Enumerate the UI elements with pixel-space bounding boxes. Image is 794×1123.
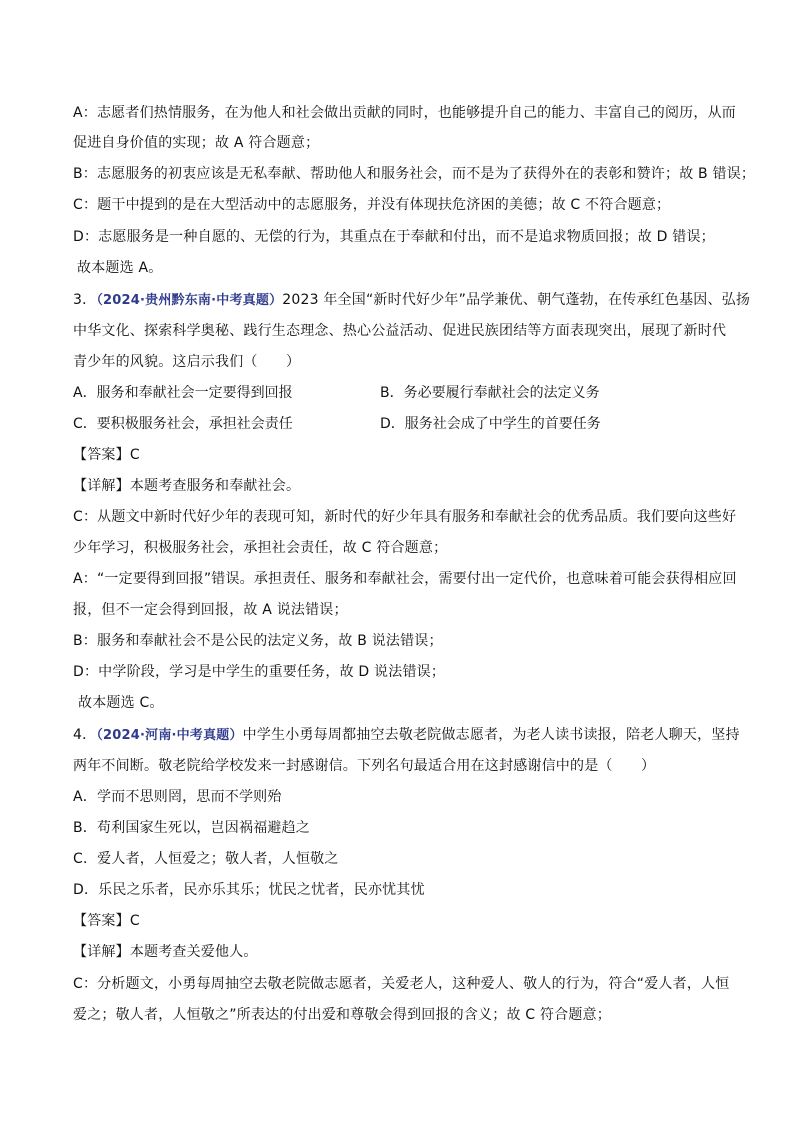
question-3-conclusion: 故本题选 C。: [78, 695, 164, 711]
question-4-option-a: A．学而不思则罔，思而不学则殆: [73, 789, 282, 805]
detail-label: 【详解】: [73, 944, 130, 960]
question-4-source: （2024·河南·中考真题）: [96, 728, 243, 743]
answer-label: 【答案】: [73, 913, 130, 929]
explanation-line-c: C：题干中提到的是在大型活动中的志愿服务，并没有体现扶危济困的美德；故 C 不符合题意；: [73, 197, 671, 213]
question-4-option-b: B．苟利国家生死以，岂因祸福避趋之: [73, 820, 311, 836]
question-4-stem-line-2: 两年不间断。敬老院给学校发来一封感谢信。下列名句最适合用在这封感谢信中的是（ ）: [73, 758, 656, 774]
answer-value: C: [129, 913, 140, 929]
conclusion-line: 故本题选 A。: [77, 260, 163, 276]
question-3-stem-line-2: 中华文化、探索科学奥秘、践行生态理念、热心公益活动、促进民族团结等方面表现突出，展现了新时代: [73, 323, 727, 339]
question-3-stem-line-1: [73, 290, 750, 311]
question-3-number: 3．: [73, 292, 97, 308]
question-3-explanation-line: 报，但不一定会得到回报，故 A 说法错误；: [73, 602, 348, 618]
question-3-explanation-line: 少年学习，积极服务社会，承担社会责任，故 C 符合题意；: [73, 540, 448, 556]
question-3-explanation-line: A：“一定要得到回报”错误。承担责任、服务和奉献社会，需要付出一定代价，也意味着可能会获得相应回: [73, 571, 737, 587]
explanation-line-a: A：志愿者们热情服务，在为他人和社会做出贡献的同时，也能够提升自己的能力、丰富自己的阅历，从而: [73, 105, 736, 121]
question-3-option-b: B．务必要履行奉献社会的法定义务: [380, 385, 600, 401]
answer-value: C: [129, 447, 140, 463]
question-4-stem-text: 中学生小勇每周都抽空去敬老院做志愿者，为老人读书读报，陪老人聊天，坚持: [242, 727, 740, 743]
explanation-line-d: D：志愿服务是一种自愿的、无偿的行为，其重点在于奉献和付出，而不是追求物质回报；故 D 错误；: [73, 229, 715, 245]
explanation-line-b: B：志愿服务的初衷应该是无私奉献、帮助他人和服务社会，而不是为了获得外在的表彰和赞许；故 B 错误；: [73, 166, 756, 182]
question-3-explanation-line: D：中学阶段，学习是中学生的重要任务，故 D 说法错误；: [73, 664, 446, 680]
question-3-explanation-line: C：从题文中新时代好少年的表现可知，新时代的好少年具有服务和奉献社会的优秀品质。我们要向这些好: [73, 509, 737, 525]
question-4-number: 4．: [73, 727, 97, 743]
question-4-option-d: D．乐民之乐者，民亦乐其乐；忧民之忧者，民亦忧其忧: [73, 882, 425, 898]
question-3-option-c: C．要积极服务社会，承担社会责任: [73, 416, 293, 432]
answer-label: 【答案】: [73, 447, 130, 463]
question-3-answer: [73, 445, 140, 465]
question-3-detail: [73, 476, 300, 496]
question-4-detail: [73, 942, 258, 962]
question-3-option-d: D．服务社会成了中学生的首要任务: [380, 416, 601, 432]
question-4-explanation-line: C：分析题文，小勇每周抽空去敬老院做志愿者，关爱老人，这种爱人、敬人的行为，符合“爱人者，人恒: [73, 976, 730, 992]
detail-text: 本题考查服务和奉献社会。: [129, 478, 301, 494]
question-3-source: （2024·贵州黔东南·中考真题）: [96, 293, 283, 308]
question-3-explanation-line: B：服务和奉献社会不是公民的法定义务，故 B 说法错误；: [73, 633, 443, 649]
detail-label: 【详解】: [73, 478, 130, 494]
question-4-option-c: C．爱人者，人恒爱之；敬人者，人恒敬之: [73, 851, 339, 867]
explanation-line-a-cont: 促进自身价值的实现；故 A 符合题意；: [73, 135, 320, 151]
question-3-option-a: A．服务和奉献社会一定要得到回报: [73, 385, 293, 401]
question-4-stem-line-1: [73, 725, 740, 746]
question-3-stem-text: 2023 年全国“新时代好少年”品学兼优、朝气蓬勃，在传承红色基因、弘扬: [282, 292, 751, 308]
detail-text: 本题考查关爱他人。: [129, 944, 258, 960]
question-3-stem-line-3: 青少年的风貌。这启示我们（ ）: [73, 354, 301, 370]
question-4-explanation-line: 爱之；敬人者，人恒敬之”所表达的付出爱和尊敬会得到回报的含义；故 C 符合题意；: [73, 1007, 611, 1023]
question-4-answer: [73, 911, 140, 931]
